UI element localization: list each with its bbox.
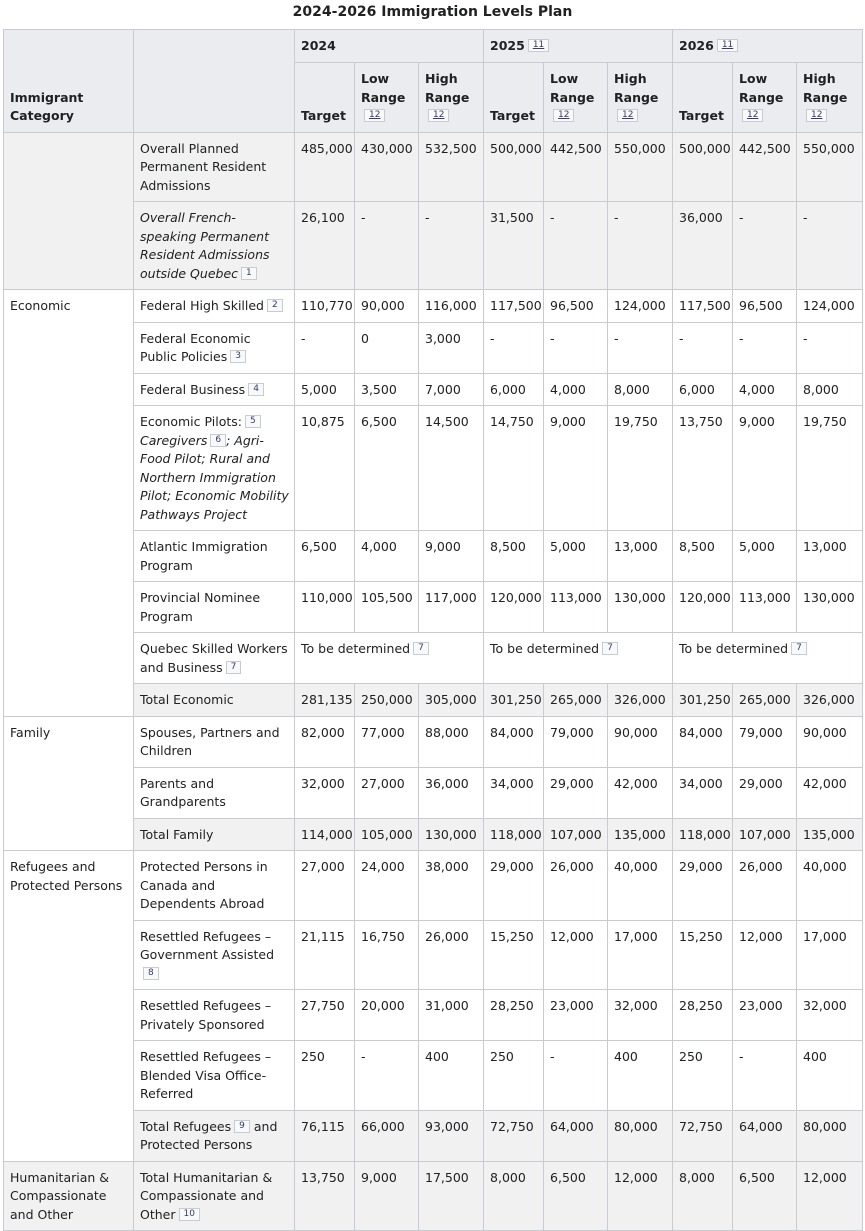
row-label: Spouses, Partners and Children: [134, 716, 295, 767]
header-high: High Range12: [419, 63, 484, 133]
value-cell: 38,000: [419, 851, 484, 921]
header-high: High Range12: [797, 63, 863, 133]
target-cell: 110,770: [295, 290, 355, 323]
category-cell: [4, 132, 134, 290]
value-cell: 96,500: [733, 290, 797, 323]
value-cell: 80,000: [797, 1110, 863, 1161]
header-low: Low Range12: [544, 63, 608, 133]
row-label: Total Humanitarian & Compassionate and Other 10: [134, 1161, 295, 1231]
target-cell: 29,000: [484, 851, 544, 921]
value-cell: -: [355, 1041, 419, 1111]
row-label: Economic Pilots: 5 Caregivers 6 ; Agri-Food Pilot; Rural and Northern Immigration Pilot; Economic Mobility Pathways Project: [134, 406, 295, 531]
target-cell: 250: [484, 1041, 544, 1111]
header-high: High Range12: [608, 63, 673, 133]
row-label: Federal Business 4: [134, 373, 295, 406]
row-label: Resettled Refugees – Blended Visa Office-Referred: [134, 1041, 295, 1111]
value-cell: 107,000: [544, 818, 608, 851]
header-year-2024: 2024: [295, 30, 484, 63]
footnote-ref[interactable]: 7: [791, 642, 807, 655]
target-cell: 27,000: [295, 851, 355, 921]
value-cell: 8,000: [797, 373, 863, 406]
target-cell: 118,000: [484, 818, 544, 851]
row-label: Federal High Skilled 2: [134, 290, 295, 323]
header-year-2025: 2025 11: [484, 30, 673, 63]
footnote-ref[interactable]: 1: [241, 267, 257, 280]
target-cell: 72,750: [484, 1110, 544, 1161]
value-cell: 26,000: [733, 851, 797, 921]
row-label: Resettled Refugees – Government Assisted8: [134, 920, 295, 990]
value-cell: 26,000: [544, 851, 608, 921]
value-cell: 29,000: [544, 767, 608, 818]
value-cell: 42,000: [797, 767, 863, 818]
value-cell: 116,000: [419, 290, 484, 323]
value-cell: 23,000: [544, 990, 608, 1041]
value-cell: 265,000: [544, 684, 608, 717]
target-cell: -: [673, 322, 733, 373]
target-cell: 281,135: [295, 684, 355, 717]
levels-plan-table: [3, 29, 863, 1231]
target-cell: 500,000: [484, 132, 544, 202]
value-cell: 17,000: [797, 920, 863, 990]
header-target: Target: [295, 63, 355, 133]
target-cell: 120,000: [673, 582, 733, 633]
value-cell: 5,000: [544, 531, 608, 582]
value-cell: 6,500: [733, 1161, 797, 1231]
target-cell: 72,750: [673, 1110, 733, 1161]
table-row: [4, 716, 863, 767]
value-cell: -: [797, 322, 863, 373]
target-cell: 32,000: [295, 767, 355, 818]
value-cell: 66,000: [355, 1110, 419, 1161]
value-cell: 105,000: [355, 818, 419, 851]
value-cell: 13,000: [608, 531, 673, 582]
target-cell: -: [484, 322, 544, 373]
target-cell: 82,000: [295, 716, 355, 767]
value-cell: 13,000: [797, 531, 863, 582]
value-cell: 250,000: [355, 684, 419, 717]
value-cell: 105,500: [355, 582, 419, 633]
value-cell: -: [608, 202, 673, 290]
target-cell: 118,000: [673, 818, 733, 851]
target-cell: 5,000: [295, 373, 355, 406]
target-cell: 301,250: [673, 684, 733, 717]
row-label: Total Refugees 9 and Protected Persons: [134, 1110, 295, 1161]
tbd-cell: To be determined 7: [673, 633, 863, 684]
target-cell: 31,500: [484, 202, 544, 290]
footnote-ref[interactable]: 12: [553, 109, 574, 122]
value-cell: 27,000: [355, 767, 419, 818]
value-cell: 24,000: [355, 851, 419, 921]
value-cell: 550,000: [608, 132, 673, 202]
value-cell: 130,000: [419, 818, 484, 851]
value-cell: -: [733, 1041, 797, 1111]
target-cell: 84,000: [484, 716, 544, 767]
target-cell: 26,100: [295, 202, 355, 290]
value-cell: 88,000: [419, 716, 484, 767]
value-cell: 9,000: [355, 1161, 419, 1231]
target-cell: 301,250: [484, 684, 544, 717]
value-cell: 64,000: [733, 1110, 797, 1161]
value-cell: 29,000: [733, 767, 797, 818]
header-target: Target: [673, 63, 733, 133]
target-cell: 84,000: [673, 716, 733, 767]
header-low: Low Range12: [733, 63, 797, 133]
footnote-ref[interactable]: 7: [226, 661, 242, 674]
target-cell: 114,000: [295, 818, 355, 851]
value-cell: -: [544, 1041, 608, 1111]
target-cell: 250: [673, 1041, 733, 1111]
row-label: Provincial Nominee Program: [134, 582, 295, 633]
value-cell: 107,000: [733, 818, 797, 851]
value-cell: 265,000: [733, 684, 797, 717]
value-cell: 17,000: [608, 920, 673, 990]
target-cell: 28,250: [673, 990, 733, 1041]
value-cell: 31,000: [419, 990, 484, 1041]
value-cell: 23,000: [733, 990, 797, 1041]
header-target: Target: [484, 63, 544, 133]
value-cell: 90,000: [608, 716, 673, 767]
value-cell: 124,000: [608, 290, 673, 323]
value-cell: -: [544, 202, 608, 290]
table-title: 2024-2026 Immigration Levels Plan: [292, 4, 573, 20]
row-label: Protected Persons in Canada and Dependents Abroad: [134, 851, 295, 921]
table-row: [4, 290, 863, 323]
value-cell: 532,500: [419, 132, 484, 202]
table-row: [4, 851, 863, 921]
target-cell: 6,000: [673, 373, 733, 406]
table-row: [4, 132, 863, 202]
value-cell: -: [419, 202, 484, 290]
value-cell: 36,000: [419, 767, 484, 818]
footnote-ref[interactable]: 7: [602, 642, 618, 655]
target-cell: 13,750: [673, 406, 733, 531]
value-cell: 117,000: [419, 582, 484, 633]
footnote-ref[interactable]: 3: [230, 350, 246, 363]
value-cell: 305,000: [419, 684, 484, 717]
value-cell: 326,000: [797, 684, 863, 717]
row-label: Atlantic Immigration Program: [134, 531, 295, 582]
value-cell: 400: [419, 1041, 484, 1111]
value-cell: 550,000: [797, 132, 863, 202]
footnote-ref[interactable]: 7: [413, 642, 429, 655]
target-cell: 8,500: [673, 531, 733, 582]
value-cell: -: [355, 202, 419, 290]
value-cell: 80,000: [608, 1110, 673, 1161]
value-cell: 96,500: [544, 290, 608, 323]
value-cell: 12,000: [733, 920, 797, 990]
target-cell: 29,000: [673, 851, 733, 921]
value-cell: 26,000: [419, 920, 484, 990]
target-cell: 8,000: [673, 1161, 733, 1231]
target-cell: 485,000: [295, 132, 355, 202]
row-label: Federal Economic Public Policies 3: [134, 322, 295, 373]
target-cell: 14,750: [484, 406, 544, 531]
target-cell: 250: [295, 1041, 355, 1111]
row-label: Overall Planned Permanent Resident Admissions: [134, 132, 295, 202]
target-cell: 8,000: [484, 1161, 544, 1231]
value-cell: 40,000: [797, 851, 863, 921]
value-cell: 90,000: [355, 290, 419, 323]
value-cell: 430,000: [355, 132, 419, 202]
value-cell: 5,000: [733, 531, 797, 582]
tbd-cell: To be determined 7: [295, 633, 484, 684]
footnote-ref[interactable]: 5: [245, 415, 261, 428]
value-cell: 400: [608, 1041, 673, 1111]
value-cell: 19,750: [608, 406, 673, 531]
header-blank: [134, 30, 295, 133]
value-cell: 93,000: [419, 1110, 484, 1161]
target-cell: 117,500: [673, 290, 733, 323]
target-cell: 500,000: [673, 132, 733, 202]
row-label: Overall French-speaking Permanent Resident Admissions outside Quebec 1: [134, 202, 295, 290]
tbd-cell: To be determined 7: [484, 633, 673, 684]
value-cell: 8,000: [608, 373, 673, 406]
value-cell: 16,750: [355, 920, 419, 990]
footnote-ref[interactable]: 12: [806, 109, 827, 122]
value-cell: 64,000: [544, 1110, 608, 1161]
value-cell: 442,500: [544, 132, 608, 202]
footnote-ref[interactable]: 2: [267, 299, 283, 312]
footnote-ref[interactable]: 11: [717, 39, 738, 52]
target-cell: 6,500: [295, 531, 355, 582]
target-cell: 36,000: [673, 202, 733, 290]
target-cell: 13,750: [295, 1161, 355, 1231]
value-cell: 3,500: [355, 373, 419, 406]
value-cell: 17,500: [419, 1161, 484, 1231]
value-cell: 42,000: [608, 767, 673, 818]
table-row: [4, 1161, 863, 1231]
value-cell: -: [544, 322, 608, 373]
value-cell: 12,000: [608, 1161, 673, 1231]
value-cell: 113,000: [544, 582, 608, 633]
value-cell: 135,000: [608, 818, 673, 851]
target-cell: 8,500: [484, 531, 544, 582]
header-low: Low Range12: [355, 63, 419, 133]
value-cell: 79,000: [733, 716, 797, 767]
value-cell: 32,000: [797, 990, 863, 1041]
target-cell: 34,000: [673, 767, 733, 818]
value-cell: 4,000: [355, 531, 419, 582]
value-cell: 32,000: [608, 990, 673, 1041]
value-cell: 4,000: [733, 373, 797, 406]
target-cell: 28,250: [484, 990, 544, 1041]
value-cell: 14,500: [419, 406, 484, 531]
value-cell: 130,000: [608, 582, 673, 633]
value-cell: 6,500: [355, 406, 419, 531]
value-cell: 6,500: [544, 1161, 608, 1231]
category-family: Family: [4, 716, 134, 851]
value-cell: 77,000: [355, 716, 419, 767]
target-cell: 110,000: [295, 582, 355, 633]
target-cell: 27,750: [295, 990, 355, 1041]
category-humanitarian: Humanitarian & Compassionate and Other: [4, 1161, 134, 1231]
footnote-ref[interactable]: 10: [179, 1208, 200, 1221]
value-cell: -: [797, 202, 863, 290]
row-label: Resettled Refugees – Privately Sponsored: [134, 990, 295, 1041]
value-cell: 12,000: [797, 1161, 863, 1231]
value-cell: 4,000: [544, 373, 608, 406]
target-cell: 34,000: [484, 767, 544, 818]
row-label: Parents and Grandparents: [134, 767, 295, 818]
row-label: Total Family: [134, 818, 295, 851]
value-cell: 9,000: [733, 406, 797, 531]
target-cell: 15,250: [484, 920, 544, 990]
value-cell: 40,000: [608, 851, 673, 921]
value-cell: 113,000: [733, 582, 797, 633]
value-cell: 9,000: [419, 531, 484, 582]
value-cell: 19,750: [797, 406, 863, 531]
target-cell: -: [295, 322, 355, 373]
value-cell: 20,000: [355, 990, 419, 1041]
footnote-ref[interactable]: 12: [428, 109, 449, 122]
target-cell: 10,875: [295, 406, 355, 531]
value-cell: 400: [797, 1041, 863, 1111]
value-cell: 124,000: [797, 290, 863, 323]
category-economic: Economic: [4, 290, 134, 717]
target-cell: 76,115: [295, 1110, 355, 1161]
row-label: Total Economic: [134, 684, 295, 717]
value-cell: 9,000: [544, 406, 608, 531]
value-cell: 90,000: [797, 716, 863, 767]
footnote-ref[interactable]: 12: [742, 109, 763, 122]
footnote-ref[interactable]: 6: [210, 434, 226, 447]
value-cell: 442,500: [733, 132, 797, 202]
value-cell: 0: [355, 322, 419, 373]
footnote-ref[interactable]: 8: [143, 967, 159, 980]
value-cell: -: [733, 322, 797, 373]
target-cell: 117,500: [484, 290, 544, 323]
value-cell: 7,000: [419, 373, 484, 406]
category-refugees: Refugees and Protected Persons: [4, 851, 134, 1162]
target-cell: 15,250: [673, 920, 733, 990]
target-cell: 21,115: [295, 920, 355, 990]
footnote-ref[interactable]: 4: [248, 383, 264, 396]
value-cell: 3,000: [419, 322, 484, 373]
footnote-ref[interactable]: 9: [234, 1120, 250, 1133]
header-year-2026: 2026 11: [673, 30, 863, 63]
row-label: Quebec Skilled Workers and Business 7: [134, 633, 295, 684]
target-cell: 120,000: [484, 582, 544, 633]
value-cell: -: [733, 202, 797, 290]
footnote-ref[interactable]: 12: [364, 109, 385, 122]
target-cell: 6,000: [484, 373, 544, 406]
value-cell: 326,000: [608, 684, 673, 717]
header-category: Immigrant Category: [4, 30, 134, 133]
value-cell: 79,000: [544, 716, 608, 767]
value-cell: 135,000: [797, 818, 863, 851]
footnote-ref[interactable]: 12: [617, 109, 638, 122]
value-cell: 130,000: [797, 582, 863, 633]
value-cell: -: [608, 322, 673, 373]
value-cell: 12,000: [544, 920, 608, 990]
footnote-ref[interactable]: 11: [528, 39, 549, 52]
